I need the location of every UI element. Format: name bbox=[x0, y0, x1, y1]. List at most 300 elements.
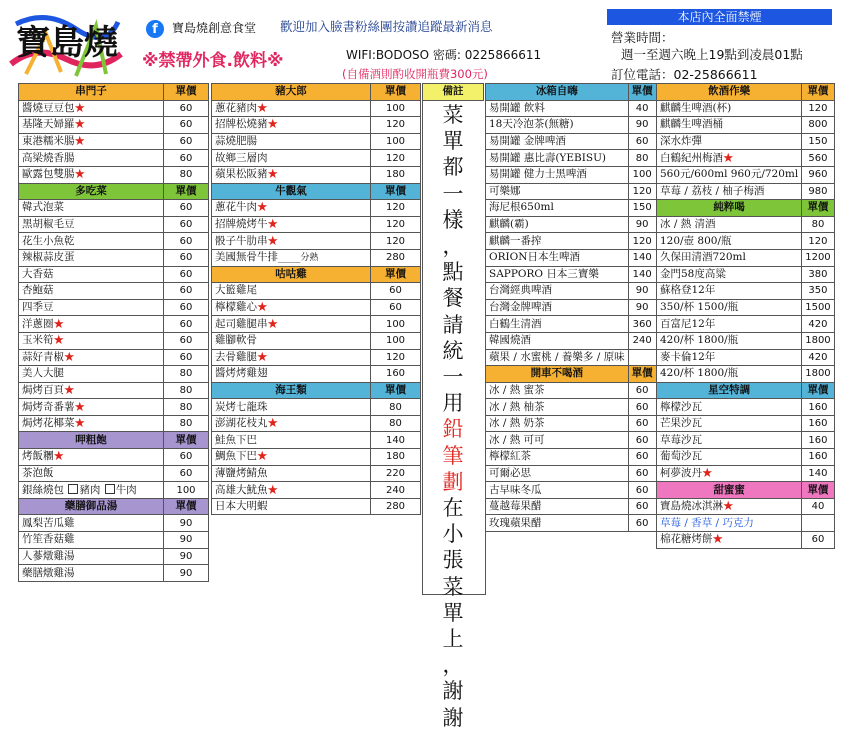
item-name bbox=[657, 316, 802, 333]
item-price bbox=[802, 515, 834, 532]
item-name bbox=[212, 216, 371, 233]
item-price bbox=[802, 449, 834, 466]
item-name-text: 草莓沙瓦 bbox=[660, 433, 702, 446]
item-name bbox=[486, 415, 629, 432]
item-price bbox=[164, 283, 209, 300]
price-text: 90 bbox=[179, 534, 193, 546]
item-name-text: 焗烤百頁 bbox=[22, 383, 64, 396]
item-price bbox=[802, 150, 834, 167]
item-name bbox=[657, 432, 802, 449]
menu-item-row bbox=[486, 332, 657, 349]
price-header-text: 單價 bbox=[385, 184, 406, 197]
section-title-text: 咕咕雞 bbox=[275, 267, 307, 280]
note-char: ， bbox=[442, 234, 464, 259]
item-name-text: 350/杯 1500/瓶 bbox=[660, 301, 739, 314]
item-price bbox=[371, 117, 421, 134]
section-title bbox=[19, 432, 164, 449]
price-text: 100 bbox=[632, 169, 652, 181]
price-text: 60 bbox=[179, 202, 193, 214]
menu-item-row bbox=[486, 299, 657, 316]
section-title-text: 串門子 bbox=[75, 85, 107, 98]
item-name bbox=[486, 283, 629, 300]
item-price bbox=[802, 166, 834, 183]
item-name bbox=[486, 216, 629, 233]
section-header-row bbox=[657, 382, 835, 399]
price-text: 380 bbox=[808, 268, 828, 280]
price-header-text: 單價 bbox=[631, 85, 653, 98]
item-name bbox=[486, 399, 629, 416]
menu-item-row bbox=[212, 349, 421, 366]
item-name-text: 芒果沙瓦 bbox=[660, 417, 702, 430]
item-price bbox=[802, 332, 834, 349]
item-name-text: 白鶴生清酒 bbox=[489, 317, 542, 330]
recommended-star-icon: ★ bbox=[74, 118, 85, 131]
item-name bbox=[212, 498, 371, 515]
price-text: 80 bbox=[179, 384, 193, 396]
price-header bbox=[628, 84, 656, 101]
item-name bbox=[486, 200, 629, 217]
price-text: 160 bbox=[808, 401, 828, 413]
item-price bbox=[628, 498, 656, 515]
item-name-text: 烤飯糰 bbox=[22, 450, 54, 463]
menu-item-row bbox=[486, 415, 657, 432]
price-header-text: 單價 bbox=[807, 85, 829, 98]
item-name bbox=[19, 415, 164, 432]
item-price bbox=[164, 399, 209, 416]
price-header bbox=[802, 482, 834, 499]
item-name bbox=[657, 183, 802, 200]
price-text: 100 bbox=[385, 136, 406, 148]
price-text: 160 bbox=[385, 368, 406, 380]
item-name-text: 蒜好青椒 bbox=[22, 350, 64, 363]
item-name-text: 葡萄沙瓦 bbox=[660, 450, 702, 463]
price-text: 100 bbox=[385, 102, 406, 114]
item-price bbox=[164, 465, 209, 482]
item-name-text: 焗烤奇番薯 bbox=[22, 400, 75, 413]
menu-item-row bbox=[212, 150, 421, 167]
price-text: 60 bbox=[635, 451, 649, 463]
menu-item-row bbox=[486, 449, 657, 466]
note-char: 用 bbox=[442, 391, 464, 416]
item-price bbox=[628, 117, 656, 134]
item-name bbox=[657, 100, 802, 117]
section-header-row bbox=[657, 84, 835, 101]
item-name-text: 鯛魚下巴 bbox=[215, 450, 257, 463]
section-header-row bbox=[212, 382, 421, 399]
item-price bbox=[164, 565, 209, 582]
menu-item-row bbox=[19, 200, 209, 217]
corkage-notice: (自備酒則酌收開瓶費300元) bbox=[342, 67, 488, 81]
price-header bbox=[371, 183, 421, 200]
item-name-text: 薄鹽烤鯖魚 bbox=[215, 466, 268, 479]
item-price bbox=[628, 299, 656, 316]
item-name bbox=[212, 415, 371, 432]
price-text: 60 bbox=[389, 302, 402, 314]
note-char: 筆 bbox=[442, 443, 464, 468]
recommended-star-icon: ★ bbox=[74, 101, 85, 114]
option-checkbox[interactable] bbox=[68, 484, 78, 494]
item-price bbox=[164, 216, 209, 233]
item-name bbox=[19, 100, 164, 117]
item-name bbox=[19, 283, 164, 300]
menu-item-row bbox=[486, 150, 657, 167]
recommended-star-icon: ★ bbox=[64, 383, 75, 396]
item-name-text: 藥膳燉雞湯 bbox=[22, 566, 75, 579]
recommended-star-icon: ★ bbox=[53, 450, 64, 463]
price-text: 240 bbox=[385, 484, 406, 496]
item-name bbox=[212, 117, 371, 134]
item-price bbox=[371, 150, 421, 167]
price-header-text: 單價 bbox=[385, 85, 406, 98]
item-name-text: 骰子牛肋串 bbox=[215, 234, 268, 247]
price-header bbox=[164, 432, 209, 449]
item-price bbox=[628, 100, 656, 117]
item-name bbox=[486, 349, 629, 366]
item-name-text: 日本大明蝦 bbox=[215, 500, 268, 513]
item-name-text: 檸檬紅茶 bbox=[489, 450, 531, 463]
menu-item-row bbox=[19, 216, 209, 233]
menu-item-row bbox=[19, 133, 209, 150]
price-header bbox=[802, 382, 834, 399]
item-name-text: 銀絲燒包 bbox=[22, 483, 64, 496]
item-price bbox=[371, 316, 421, 333]
item-price bbox=[164, 366, 209, 383]
price-text: 60 bbox=[179, 219, 193, 231]
item-name bbox=[19, 482, 164, 499]
item-name-text: 蘋果 / 水蜜桃 / 養樂多 / 原味 bbox=[489, 350, 625, 363]
price-header-text: 單價 bbox=[631, 367, 653, 380]
item-options-text: 草莓 / 香草 / 巧克力 bbox=[660, 516, 754, 529]
item-name-text: 醬燒豆豆包 bbox=[22, 101, 75, 114]
item-name bbox=[212, 283, 371, 300]
item-name-text: 冰 / 熱 奶茶 bbox=[489, 417, 545, 430]
menu-item-row bbox=[212, 249, 421, 266]
item-name bbox=[657, 399, 802, 416]
recommended-star-icon: ★ bbox=[257, 201, 268, 214]
price-text: 150 bbox=[632, 202, 652, 214]
menu-item-row bbox=[212, 432, 421, 449]
menu-item-row bbox=[19, 382, 209, 399]
menu-item-row bbox=[486, 133, 657, 150]
price-text: 280 bbox=[385, 252, 406, 264]
note-char: 單 bbox=[442, 600, 464, 625]
item-price bbox=[371, 432, 421, 449]
section-title bbox=[212, 382, 371, 399]
menu-item-row bbox=[212, 133, 421, 150]
price-text: 60 bbox=[635, 136, 649, 148]
item-name bbox=[19, 133, 164, 150]
menu-item-row bbox=[19, 283, 209, 300]
menu-item-row bbox=[657, 449, 835, 466]
note-char: 統 bbox=[442, 338, 464, 363]
item-name-text: 蘇格登12年 bbox=[660, 284, 716, 297]
recommended-star-icon: ★ bbox=[257, 450, 268, 463]
note-char: 菜 bbox=[442, 574, 464, 599]
item-price bbox=[371, 366, 421, 383]
menu-item-row bbox=[212, 332, 421, 349]
item-name bbox=[212, 332, 371, 349]
item-name bbox=[19, 366, 164, 383]
item-price bbox=[371, 332, 421, 349]
menu-item-row bbox=[657, 415, 835, 432]
item-name bbox=[486, 150, 629, 167]
section-title-text: 甜蜜蜜 bbox=[713, 483, 745, 496]
item-name bbox=[486, 498, 629, 515]
item-name-text: 人蔘燉雞湯 bbox=[22, 549, 75, 562]
item-price bbox=[164, 200, 209, 217]
menu-item-row bbox=[486, 316, 657, 333]
price-text: 60 bbox=[635, 517, 649, 529]
menu-item-row bbox=[486, 183, 657, 200]
section-title-text: 多吃菜 bbox=[75, 184, 107, 197]
item-name bbox=[19, 532, 164, 549]
menu-item-row bbox=[486, 482, 657, 499]
recommended-star-icon: ★ bbox=[74, 135, 85, 148]
item-price bbox=[802, 249, 834, 266]
recommended-star-icon: ★ bbox=[257, 101, 268, 114]
menu-item-row bbox=[486, 515, 657, 532]
item-price bbox=[802, 266, 834, 283]
recommended-star-icon: ★ bbox=[64, 350, 75, 363]
section-title-text: 藥膳御品湯 bbox=[64, 500, 118, 513]
note-char: 都 bbox=[442, 155, 464, 180]
item-name bbox=[19, 266, 164, 283]
menu-column-4 bbox=[656, 83, 835, 549]
item-name bbox=[657, 532, 802, 549]
item-price bbox=[164, 415, 209, 432]
note-char: ， bbox=[442, 653, 464, 678]
item-name bbox=[212, 449, 371, 466]
menu-item-row bbox=[212, 399, 421, 416]
recommended-star-icon: ★ bbox=[267, 168, 278, 181]
menu-item-row bbox=[486, 465, 657, 482]
item-price bbox=[628, 283, 656, 300]
item-name-text: SAPPORO 日本三寶樂 bbox=[489, 267, 599, 280]
section-header-row bbox=[657, 200, 835, 217]
menu-item-row bbox=[212, 233, 421, 250]
menu-column-2 bbox=[211, 83, 421, 515]
menu-item-row bbox=[657, 249, 835, 266]
item-price bbox=[628, 449, 656, 466]
welcome-text: 歡迎加入臉書粉絲團按讚追蹤最新消息 bbox=[280, 19, 493, 34]
item-name bbox=[486, 266, 629, 283]
menu-item-row bbox=[486, 399, 657, 416]
menu-item-row bbox=[486, 349, 657, 366]
item-name bbox=[657, 283, 802, 300]
price-text: 360 bbox=[632, 318, 652, 330]
item-price bbox=[164, 150, 209, 167]
price-text: 1800 bbox=[805, 368, 831, 380]
price-text: 280 bbox=[385, 501, 406, 513]
item-price bbox=[802, 133, 834, 150]
recommended-star-icon: ★ bbox=[267, 483, 278, 496]
price-text: 60 bbox=[635, 501, 649, 513]
item-name bbox=[19, 166, 164, 183]
item-name-text: 鮭魚下巴 bbox=[215, 433, 257, 446]
item-name-text: 深水炸彈 bbox=[660, 135, 702, 148]
item-name-text: 蔥花豬肉 bbox=[215, 101, 257, 114]
item-name-text: 檸檬雞心 bbox=[215, 301, 257, 314]
item-price bbox=[164, 233, 209, 250]
section-title bbox=[19, 498, 164, 515]
item-price bbox=[164, 299, 209, 316]
item-name bbox=[19, 117, 164, 134]
price-text: 220 bbox=[385, 467, 406, 479]
item-price bbox=[802, 233, 834, 250]
item-name-text: 美人大腿 bbox=[22, 367, 64, 380]
item-name bbox=[212, 133, 371, 150]
item-name bbox=[657, 249, 802, 266]
item-price bbox=[628, 482, 656, 499]
item-price bbox=[371, 283, 421, 300]
item-name-text: 古早味冬瓜 bbox=[489, 483, 542, 496]
price-text: 80 bbox=[635, 152, 649, 164]
item-name bbox=[19, 465, 164, 482]
menu-item-row bbox=[657, 332, 835, 349]
item-name bbox=[19, 515, 164, 532]
item-name bbox=[212, 166, 371, 183]
option-checkbox[interactable] bbox=[105, 484, 115, 494]
item-name-text: 起司雞腿串 bbox=[215, 317, 268, 330]
item-name bbox=[212, 100, 371, 117]
item-name-text: 420/杯 1800/瓶 bbox=[660, 367, 739, 380]
section-title bbox=[657, 84, 802, 101]
item-name bbox=[486, 133, 629, 150]
item-name bbox=[212, 432, 371, 449]
price-text: 1200 bbox=[805, 252, 831, 264]
item-price bbox=[802, 498, 834, 515]
item-name bbox=[19, 249, 164, 266]
section-header-row bbox=[212, 266, 421, 283]
item-price bbox=[628, 133, 656, 150]
price-text: 60 bbox=[635, 401, 649, 413]
price-text: 140 bbox=[385, 434, 406, 446]
recommended-star-icon: ★ bbox=[257, 350, 268, 363]
brand-logo bbox=[6, 4, 124, 80]
item-name-text: 高梁燒香腸 bbox=[22, 151, 75, 164]
menu-item-row bbox=[19, 332, 209, 349]
item-price bbox=[628, 382, 656, 399]
menu-item-row bbox=[19, 249, 209, 266]
item-name bbox=[657, 133, 802, 150]
item-name bbox=[657, 515, 802, 532]
section-title bbox=[486, 84, 629, 101]
item-price bbox=[371, 349, 421, 366]
item-name-text: 麥卡倫12年 bbox=[660, 350, 716, 363]
item-name bbox=[19, 150, 164, 167]
menu-item-row bbox=[19, 482, 209, 499]
price-text: 40 bbox=[635, 102, 649, 114]
menu-item-row bbox=[486, 283, 657, 300]
price-text: 800 bbox=[808, 119, 828, 131]
item-name-text: 冰 / 熱 清酒 bbox=[660, 218, 716, 231]
menu-item-row bbox=[212, 299, 421, 316]
price-text: 90 bbox=[179, 550, 193, 562]
menu-item-row bbox=[657, 399, 835, 416]
item-name bbox=[486, 117, 629, 134]
recommended-star-icon: ★ bbox=[267, 417, 278, 430]
item-price bbox=[802, 465, 834, 482]
menu-item-row bbox=[19, 532, 209, 549]
item-price bbox=[164, 266, 209, 283]
menu-item-row bbox=[212, 166, 421, 183]
price-text: 560 bbox=[808, 152, 828, 164]
price-text: 60 bbox=[635, 418, 649, 430]
menu-item-row bbox=[657, 233, 835, 250]
price-text: 90 bbox=[179, 567, 193, 579]
price-header bbox=[164, 183, 209, 200]
item-price bbox=[628, 349, 656, 366]
item-price bbox=[164, 482, 209, 499]
item-name-text: 麒麟一番搾 bbox=[489, 234, 542, 247]
section-title bbox=[19, 183, 164, 200]
item-price bbox=[371, 482, 421, 499]
price-text: 1500 bbox=[805, 302, 831, 314]
item-name bbox=[657, 150, 802, 167]
recommended-star-icon: ★ bbox=[257, 301, 268, 314]
item-name-text: 歐露包雙腸 bbox=[22, 168, 75, 181]
price-text: 120 bbox=[808, 235, 828, 247]
price-text: 80 bbox=[179, 418, 193, 430]
item-price bbox=[164, 332, 209, 349]
price-text: 80 bbox=[179, 368, 193, 380]
price-header bbox=[164, 498, 209, 515]
item-price bbox=[164, 349, 209, 366]
note-char: 點 bbox=[442, 260, 464, 285]
item-name bbox=[657, 349, 802, 366]
price-text: 90 bbox=[179, 517, 193, 529]
menu-column-1 bbox=[18, 83, 209, 582]
item-price bbox=[802, 316, 834, 333]
price-text: 140 bbox=[632, 268, 652, 280]
price-text: 100 bbox=[385, 318, 406, 330]
item-price bbox=[802, 117, 834, 134]
item-price bbox=[802, 183, 834, 200]
note-char: 張 bbox=[442, 548, 464, 573]
menu-item-row bbox=[657, 166, 835, 183]
section-title-text: 純粹喝 bbox=[713, 201, 745, 214]
item-name-text: 焗烤花椰菜 bbox=[22, 417, 75, 430]
item-price bbox=[164, 515, 209, 532]
menu-item-row bbox=[212, 366, 421, 383]
item-price bbox=[628, 183, 656, 200]
recommended-star-icon: ★ bbox=[702, 466, 713, 479]
price-header bbox=[802, 84, 834, 101]
item-name-text: 草莓 / 荔枝 / 柚子梅酒 bbox=[660, 184, 765, 197]
item-name-text: 高雄大魷魚 bbox=[215, 483, 268, 496]
menu-item-row bbox=[19, 449, 209, 466]
item-name-text: 檸檬沙瓦 bbox=[660, 400, 702, 413]
item-price bbox=[802, 532, 834, 549]
price-text: 60 bbox=[811, 534, 825, 546]
item-name-text: 鳳梨苦瓜雞 bbox=[22, 516, 75, 529]
item-name-text: ORION日本生啤酒 bbox=[489, 251, 580, 264]
menu-item-row bbox=[212, 200, 421, 217]
item-price bbox=[371, 415, 421, 432]
note-char: 鉛 bbox=[442, 417, 464, 442]
item-name bbox=[486, 316, 629, 333]
menu-item-row bbox=[486, 100, 657, 117]
item-name bbox=[19, 299, 164, 316]
item-name-text: 麒麟生啤酒(杯) bbox=[660, 101, 732, 114]
item-name bbox=[486, 249, 629, 266]
price-text: 60 bbox=[179, 152, 193, 164]
menu-item-row bbox=[19, 366, 209, 383]
note-char: 小 bbox=[442, 522, 464, 547]
menu-item-row bbox=[657, 266, 835, 283]
item-price bbox=[802, 399, 834, 416]
item-name bbox=[486, 382, 629, 399]
